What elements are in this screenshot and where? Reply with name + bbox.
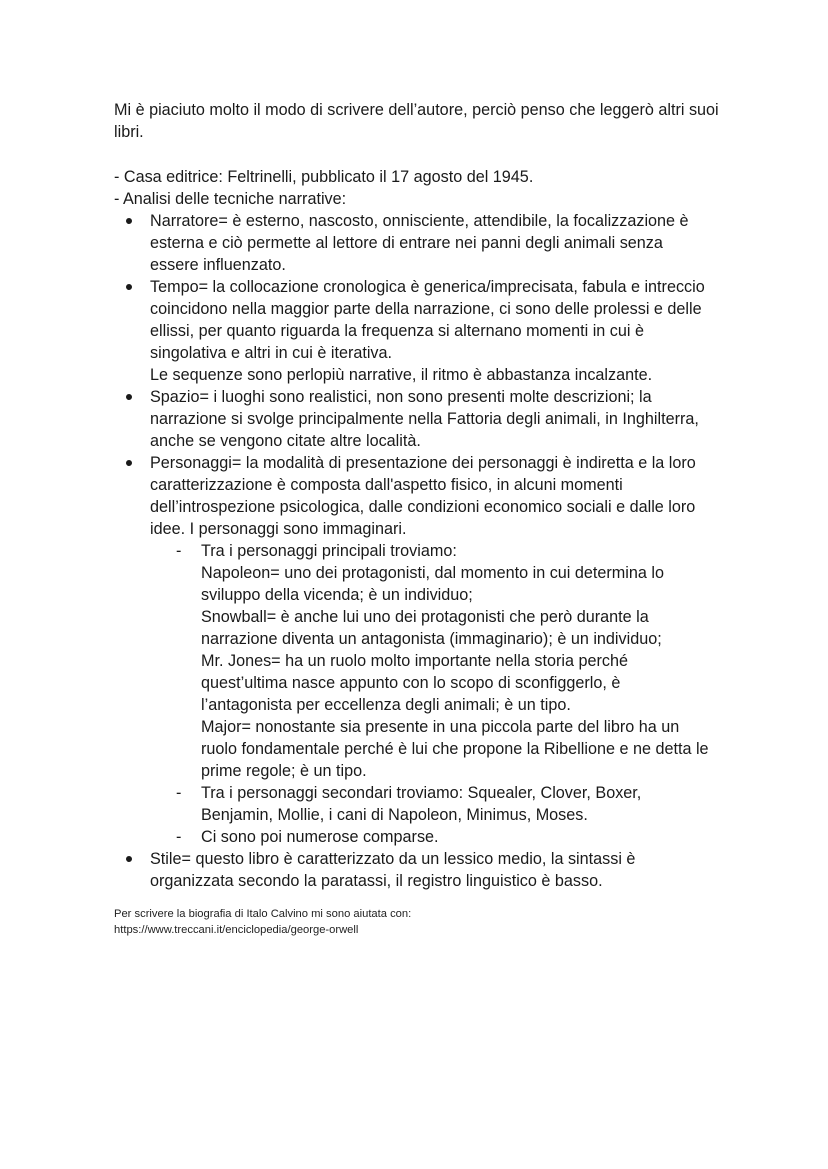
text-line: dell’introspezione psicologica, dalle condizioni economico sociali e dalle loro: [150, 498, 696, 516]
text-line: Napoleon= uno dei protagonisti, dal momento in cui determina lo: [201, 564, 664, 582]
text-line: organizzata secondo la paratassi, il registro linguistico è basso.: [150, 872, 603, 890]
text-line: Mr. Jones= ha un ruolo molto importante nella storia perché: [201, 652, 628, 670]
text-line: coincidono nella maggior parte della narrazione, ci sono delle prolessi e delle: [150, 300, 702, 318]
text-line: Tempo= la collocazione cronologica è generica/imprecisata, fabula e intreccio: [150, 278, 705, 296]
text-line: ellissi, per quanto riguarda la frequenza si alternano momenti in cui è: [150, 322, 644, 340]
text-line: idee. I personaggi sono immaginari.: [150, 520, 407, 538]
text-line: anche se vengono citate altre località.: [150, 432, 421, 450]
footnote-link[interactable]: https://www.treccani.it/enciclopedia/george-orwell: [114, 924, 359, 936]
text-line: narrazione diventa un antagonista (immaginario); è un individuo;: [201, 630, 662, 648]
text-line: Le sequenze sono perlopiù narrative, il ritmo è abbastanza incalzante.: [150, 366, 653, 384]
dash-marker: -: [176, 828, 182, 846]
bullet-dot-icon: [126, 284, 132, 290]
dash-marker: -: [176, 542, 182, 560]
bullet-dot-icon: [126, 856, 132, 862]
text-line: Personaggi= la modalità di presentazione dei personaggi è indiretta e la loro: [150, 454, 696, 472]
text-line: Narratore= è esterno, nascosto, onnisciente, attendibile, la focalizzazione è: [150, 212, 689, 230]
text-line: prime regole; è un tipo.: [201, 762, 367, 780]
text-line: narrazione si svolge principalmente nella Fattoria degli animali, in Inghilterra,: [150, 410, 699, 428]
text-line: Tra i personaggi secondari troviamo: Squealer, Clover, Boxer,: [201, 784, 642, 802]
bullet-dot-icon: [126, 394, 132, 400]
text-line: libri.: [114, 123, 144, 141]
text-line: l’antagonista per eccellenza degli animali; è un tipo.: [201, 696, 571, 714]
text-line: quest’ultima nasce appunto con lo scopo di sconfiggerlo, è: [201, 674, 621, 692]
analysis-heading: - Analisi delle tecniche narrative:: [114, 190, 347, 208]
text-line: Tra i personaggi principali troviamo:: [201, 542, 457, 560]
text-line: ruolo fondamentale perché è lui che propone la Ribellione e ne detta le: [201, 740, 709, 758]
text-line: Ci sono poi numerose comparse.: [201, 828, 439, 846]
dash-marker: -: [176, 784, 182, 802]
text-line: esterna e ciò permette al lettore di entrare nei panni degli animali senza: [150, 234, 663, 252]
text-line: Snowball= è anche lui uno dei protagonisti che però durante la: [201, 608, 649, 626]
text-line: caratterizzazione è composta dall'aspetto fisico, in alcuni momenti: [150, 476, 623, 494]
text-line: Spazio= i luoghi sono realistici, non sono presenti molte descrizioni; la: [150, 388, 652, 406]
bullet-dot-icon: [126, 460, 132, 466]
bullet-dot-icon: [126, 218, 132, 224]
text-line: singolativa e altri in cui è iterativa.: [150, 344, 393, 362]
publisher-line: - Casa editrice: Feltrinelli, pubblicato il 17 agosto del 1945.: [114, 168, 534, 186]
text-line: Major= nonostante sia presente in una piccola parte del libro ha un: [201, 718, 680, 736]
text-line: Stile= questo libro è caratterizzato da un lessico medio, la sintassi è: [150, 850, 636, 868]
intro-paragraph: [114, 99, 734, 143]
text-line: Benjamin, Mollie, i cani di Napoleon, Minimus, Moses.: [201, 806, 588, 824]
footnote-text: Per scrivere la biografia di Italo Calvino mi sono aiutata con:: [114, 908, 412, 920]
text-line: Mi è piaciuto molto il modo di scrivere dell’autore, perciò penso che leggerò altri suoi: [114, 101, 719, 119]
text-line: essere influenzato.: [150, 256, 286, 274]
text-line: sviluppo della vicenda; è un individuo;: [201, 586, 473, 604]
